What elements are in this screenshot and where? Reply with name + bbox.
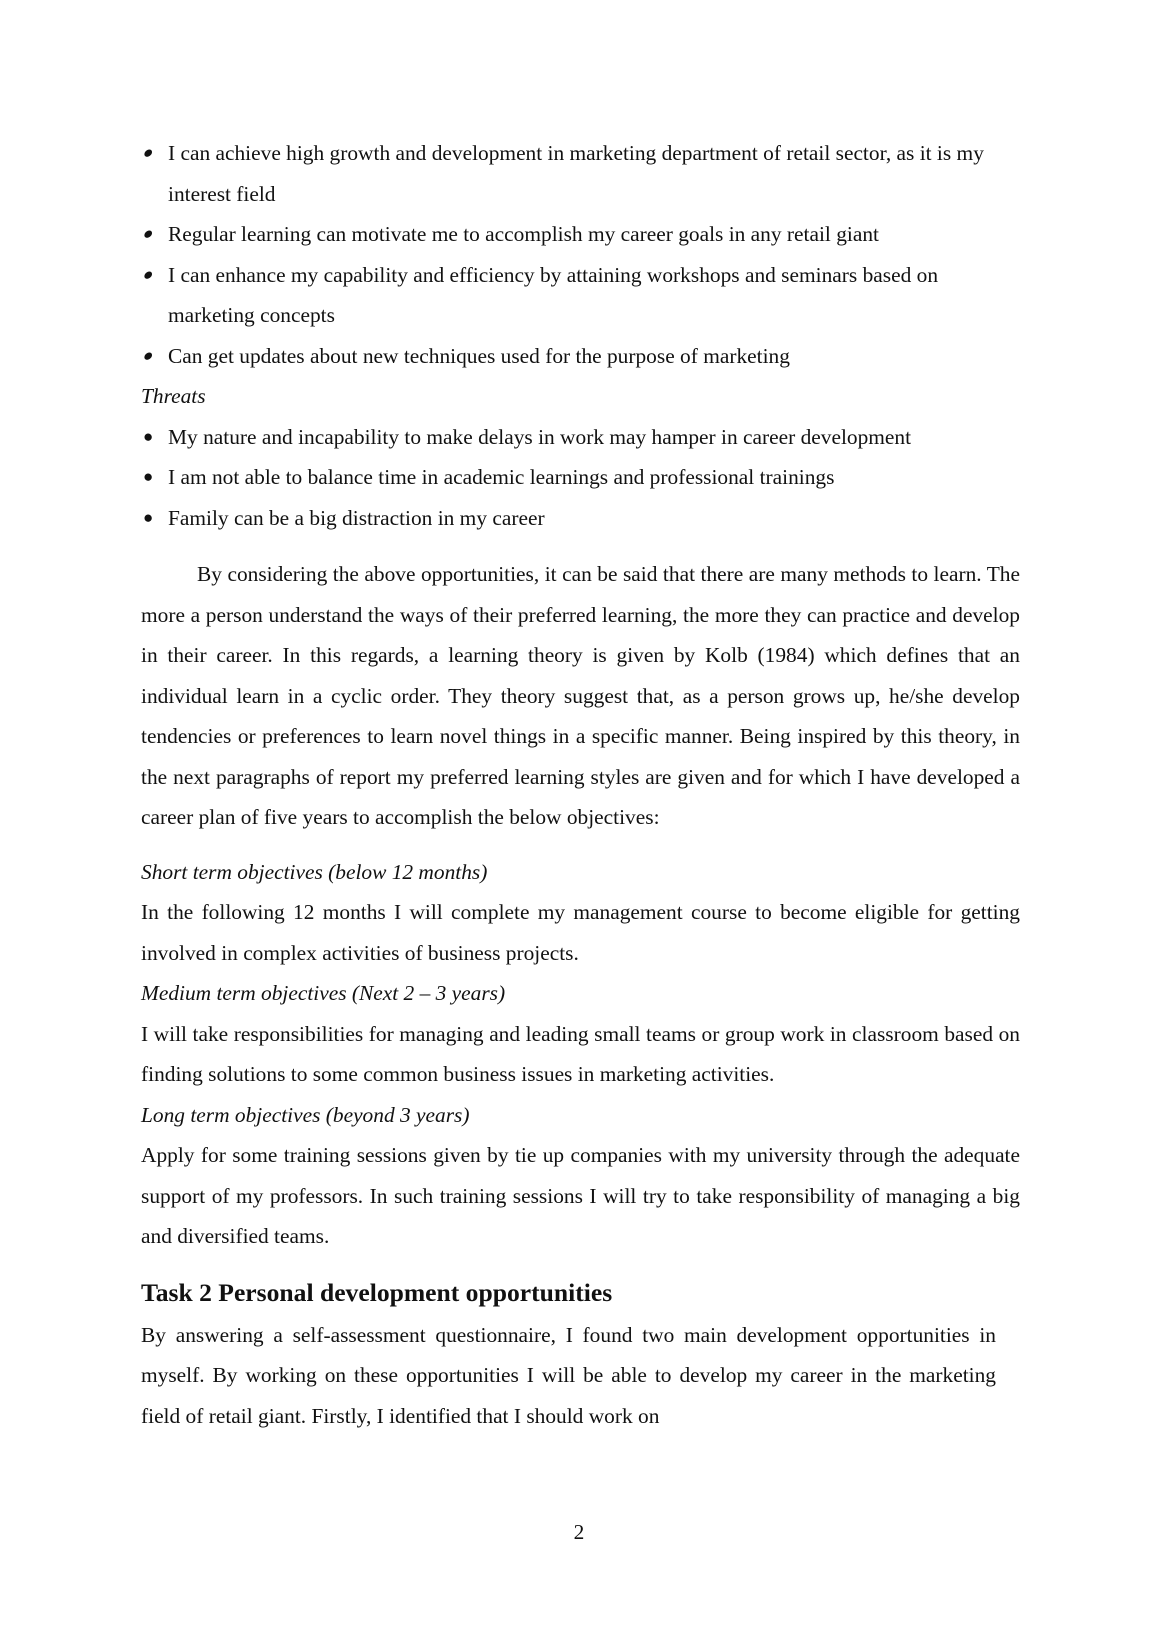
list-item: ● I can achieve high growth and development in marketing department of retail sector, as it is my interest field — [141, 133, 1020, 214]
list-item: ● My nature and incapability to make delays in work may hamper in career development — [141, 417, 1020, 458]
short-term-text: In the following 12 months I will complete my management course to become eligible for getting involved in complex activities of business projects. — [141, 900, 1020, 965]
list-item: ● Regular learning can motivate me to accomplish my career goals in any retail giant — [141, 214, 1020, 255]
long-term-text: Apply for some training sessions given by tie up companies with my university through the adequate support of my professors. In such training sessions I will try to take responsibility of managing a big and diversified teams. — [141, 1143, 1020, 1248]
page-content — [141, 133, 1020, 1436]
bullet-icon: ● — [143, 426, 154, 446]
long-term-heading: Long term objectives (beyond 3 years) — [141, 1102, 470, 1127]
bullet-icon: ● — [140, 264, 157, 284]
task2-text: By answering a self-assessment questionnaire, I found two main development opportunities in myself. By working on these opportunities I will be able to develop my career in the marketing field of retail giant. Firstly, I identified that I should work on — [141, 1322, 996, 1428]
bullet-icon: ● — [140, 345, 157, 365]
task2-title: Task 2 Personal development opportunities — [141, 1277, 613, 1307]
list-item: ● I am not able to balance time in academic learnings and professional trainings — [141, 457, 1020, 498]
page-number: 2 — [573, 1520, 585, 1544]
bullet-icon: ● — [140, 224, 157, 243]
medium-term-text: I will take responsibilities for managing and leading small teams or group work in classroom based on finding solutions to some common business issues in marketing activities. — [141, 1021, 1020, 1086]
list-item: ● I can enhance my capability and efficiency by attaining workshops and seminars based on marketing concepts — [141, 255, 1020, 336]
bullet-icon: ● — [140, 143, 157, 162]
opportunities-list — [141, 133, 1020, 376]
list-item: ● Family can be a big distraction in my career — [141, 498, 1020, 539]
threats-heading: Threats — [141, 384, 206, 408]
bullet-icon: ● — [143, 467, 154, 486]
threats-list — [141, 417, 1020, 539]
bullet-icon: ● — [143, 507, 154, 527]
list-item: ● Can get updates about new techniques used for the purpose of marketing — [141, 336, 1020, 377]
medium-term-heading: Medium term objectives (Next 2 – 3 years) — [141, 981, 506, 1005]
intro-paragraph: By considering the above opportunities, it can be said that there are many methods to learn. The more a person understand the ways of their preferred learning, the more they can practice and develop in their career. In this regards, a learning theory is given by Kolb (1984) which defines that an individual learn in a cyclic order. They theory suggest that, as a person grows up, he/she develop tendencies or preferences to learn novel things in a specific manner. Being inspired by this theory, in the next paragraphs of report my preferred learning styles are given and for which I have developed a career plan of five years to accomplish the below objectives: — [141, 562, 1020, 829]
short-term-heading: Short term objectives (below 12 months) — [141, 859, 488, 884]
